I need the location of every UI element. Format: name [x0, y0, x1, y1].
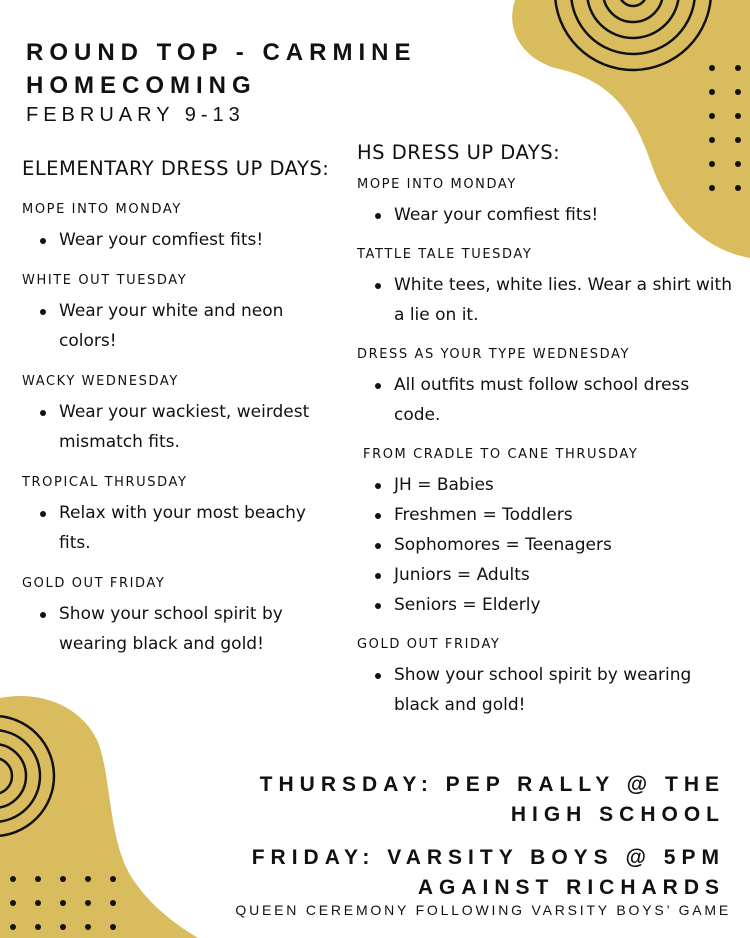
list-item: Relax with your most beachy fits.: [22, 498, 342, 558]
thursday-event: [225, 770, 725, 830]
list-item: Show your school spirit by wearing black and gold!: [22, 599, 342, 659]
hs-day-tuesday: [357, 247, 737, 330]
queen-ceremony-note: QUEEN CEREMONY FOLLOWING VARSITY BOYS’ GAME: [235, 902, 731, 918]
thursday-event-line-2: HIGH SCHOOL: [510, 803, 725, 826]
friday-event-line-2: AGAINST RICHARDS: [417, 876, 725, 899]
hs-day-thursday: [357, 447, 737, 620]
day-items: [357, 370, 737, 430]
list-item: Show your school spirit by wearing black and gold!: [357, 660, 737, 720]
day-items: [357, 660, 737, 720]
list-item: All outfits must follow school dress code.: [357, 370, 737, 430]
list-item: Wear your comfiest fits!: [357, 200, 737, 230]
thursday-event-line-1: THURSDAY: PEP RALLY @ THE: [259, 773, 725, 796]
day-title: TATTLE TALE TUESDAY: [357, 247, 533, 262]
day-items: [357, 200, 737, 230]
elem-day-friday: [22, 576, 342, 659]
day-title: WHITE OUT TUESDAY: [22, 273, 188, 288]
day-title: WACKY WEDNESDAY: [22, 374, 179, 389]
day-title: FROM CRADLE TO CANE THRUSDAY: [363, 447, 639, 462]
day-items: [22, 397, 342, 457]
day-items: [22, 296, 342, 356]
day-items: [357, 270, 737, 330]
hs-heading: HS DRESS UP DAYS:: [357, 141, 561, 164]
day-items: [357, 470, 737, 620]
list-item: Juniors = Adults: [357, 560, 737, 590]
list-item: Wear your comfiest fits!: [22, 225, 342, 255]
gold-blob-bottom-left: [0, 696, 198, 938]
hs-day-friday: [357, 637, 737, 720]
elem-day-monday: [22, 202, 342, 255]
elem-day-thursday: [22, 475, 342, 558]
elementary-heading: ELEMENTARY DRESS UP DAYS:: [22, 157, 330, 180]
elem-day-wednesday: [22, 374, 342, 457]
day-title: GOLD OUT FRIDAY: [22, 576, 166, 591]
friday-event: [205, 843, 725, 903]
list-item: Wear your white and neon colors!: [22, 296, 342, 356]
day-items: [22, 599, 342, 659]
day-items: [22, 225, 342, 255]
friday-event-line-1: FRIDAY: VARSITY BOYS @ 5PM: [251, 846, 725, 869]
day-title: MOPE INTO MONDAY: [357, 177, 517, 192]
elem-day-tuesday: [22, 273, 342, 356]
day-title: GOLD OUT FRIDAY: [357, 637, 501, 652]
day-title: TROPICAL THRUSDAY: [22, 475, 188, 490]
hs-day-monday: [357, 177, 737, 230]
day-title: DRESS AS YOUR TYPE WEDNESDAY: [357, 347, 631, 362]
event-dates: FEBRUARY 9-13: [26, 104, 245, 126]
day-title: MOPE INTO MONDAY: [22, 202, 182, 217]
title-line-1: ROUND TOP - CARMINE: [26, 39, 417, 66]
elementary-section: [22, 156, 342, 677]
list-item: JH = Babies: [357, 470, 737, 500]
list-item: Freshmen = Toddlers: [357, 500, 737, 530]
title-line-2: HOMECOMING: [26, 72, 257, 99]
list-item: Sophomores = Teenagers: [357, 530, 737, 560]
hs-section: [357, 140, 737, 737]
list-item: Seniors = Elderly: [357, 590, 737, 620]
hs-day-wednesday: [357, 347, 737, 430]
day-items: [22, 498, 342, 558]
page-title: [26, 36, 416, 102]
list-item: Wear your wackiest, weirdest mismatch fits.: [22, 397, 342, 457]
list-item: White tees, white lies. Wear a shirt with a lie on it.: [357, 270, 737, 330]
